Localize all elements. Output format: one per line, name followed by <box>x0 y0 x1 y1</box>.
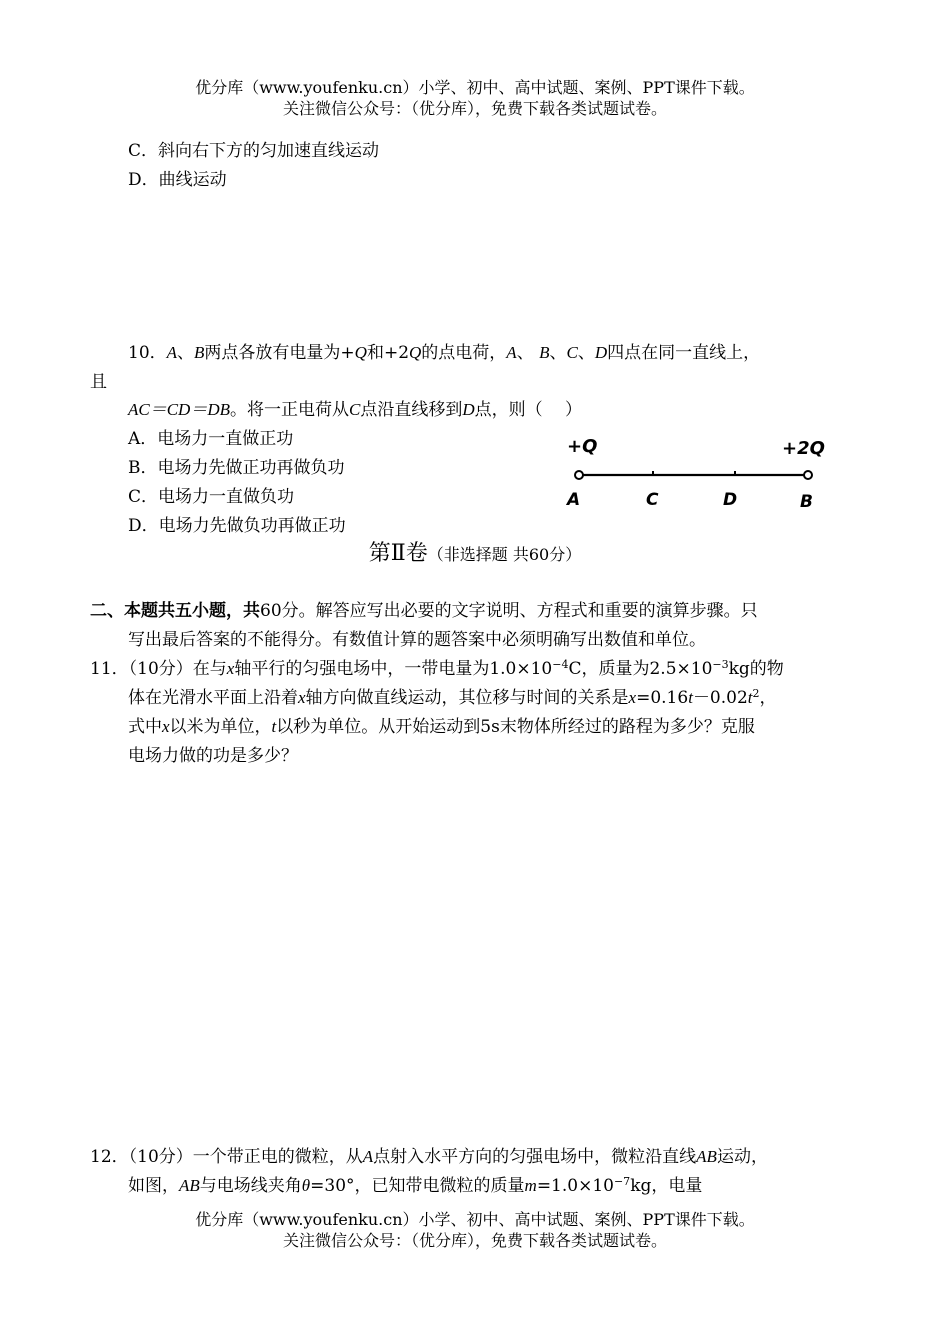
left-charge-label: +Q <box>567 436 598 457</box>
q12-var: AB <box>179 1176 200 1195</box>
section2-score: 60分 <box>260 601 299 621</box>
q11-text: =0.16 <box>636 688 689 708</box>
q10-text: 。将一正电荷从 <box>230 400 349 420</box>
q10-equation: AC＝CD＝DB <box>128 400 230 419</box>
q10-number: 10． <box>128 343 167 363</box>
footer-line-1: 优分库（www.youfenku.cn）小学、初中、高中试题、案例、PPT课件下载。 <box>195 1210 755 1229</box>
q12-number: 12． <box>90 1147 129 1167</box>
q10-text: 四点在同一直线上， <box>607 343 761 363</box>
q11-text: ， <box>759 688 777 708</box>
q10-text: 、 <box>516 343 540 363</box>
footer-line-2: 关注微信公众号：（优分库），免费下载各类试题试卷。 <box>282 1231 667 1250</box>
q10-var: Q <box>354 343 367 362</box>
q11-line-2 <box>128 683 777 708</box>
q10-figure <box>560 430 830 515</box>
q11-line-1 <box>90 654 784 679</box>
q12-var: m <box>524 1176 537 1195</box>
section2-line-1 <box>90 596 758 621</box>
q11-var: x <box>298 688 306 707</box>
q12-var: A <box>362 1147 374 1166</box>
part2-title <box>0 536 950 567</box>
section2-line-2: 写出最后答案的不能得分。有数值计算的题答案中必须明确写出数值和单位。 <box>128 630 706 650</box>
q9-option-d: D．曲线运动 <box>128 170 227 190</box>
header-line-1: 优分库（www.youfenku.cn）小学、初中、高中试题、案例、PPT课件下载。 <box>195 78 755 97</box>
section2-lead: 二、本题共五小题，共 <box>90 601 260 621</box>
q12-text: 与电场线夹角 <box>199 1176 302 1196</box>
q11-text: 以米为单位， <box>169 717 272 737</box>
q12-text: 如图， <box>128 1176 179 1196</box>
q10-var: A <box>166 343 178 362</box>
q11-exponent: −3 <box>712 658 729 671</box>
q12-exponent: −7 <box>613 1175 631 1188</box>
q10-var: D <box>462 400 475 419</box>
q11-text: 式中 <box>128 717 162 737</box>
point-b-label: B <box>800 492 813 512</box>
right-charge-label: +2Q <box>782 438 825 459</box>
q10-line-1 <box>128 338 760 363</box>
q10-option-b: B．电场力先做正功再做负功 <box>128 458 345 478</box>
q11-text: －0.02 <box>692 688 748 708</box>
q11-var: x <box>628 688 637 707</box>
q11-exponent: −4 <box>552 658 569 671</box>
q10-line-2 <box>128 395 582 420</box>
q12-text: 运动， <box>716 1147 768 1167</box>
q10-text: 两点各放有电量为+ <box>204 343 355 363</box>
q10-text: 的点电荷， <box>421 343 507 363</box>
q11-var: t <box>271 717 277 736</box>
q11-exponent: 2 <box>752 687 760 700</box>
q11-line-3 <box>128 712 755 737</box>
point-a-label: A <box>567 490 581 510</box>
q10-var: A <box>506 343 517 362</box>
q12-var: θ <box>301 1176 311 1195</box>
q11-text: 体在光滑水平面上沿着 <box>128 688 298 708</box>
q10-var: B <box>539 343 550 362</box>
q9-option-c: C．斜向右下方的匀加速直线运动 <box>128 141 380 161</box>
q11-text: kg的物 <box>728 659 784 679</box>
q11-text: 轴平行的匀强电场中，一带电量为1.0×10 <box>234 659 553 679</box>
point-a-marker <box>575 471 583 479</box>
q12-var: AB <box>696 1147 717 1166</box>
q10-text: 、 <box>177 343 195 363</box>
part2-title-main: 第Ⅱ卷 <box>368 541 428 566</box>
q10-wrap: 且 <box>90 372 107 392</box>
q10-var: B <box>194 343 205 362</box>
q10-text: 点，则（ ） <box>474 400 583 420</box>
q12-text: 点射入水平方向的匀强电场中，微粒沿直线 <box>373 1147 697 1167</box>
q10-text: 、 <box>549 343 567 363</box>
q11-line-4: 电场力做的功是多少？ <box>128 746 298 766</box>
q10-var: C <box>566 343 578 362</box>
q11-text: （10分）在与 <box>128 659 227 679</box>
q10-text: 、 <box>577 343 595 363</box>
q11-text: 以秒为单位。从开始运动到5s末物体所经过的路程为多少？克服 <box>276 717 755 737</box>
q11-text: C，质量为2.5×10 <box>568 659 713 679</box>
point-d-label: D <box>723 490 738 510</box>
header-line-2: 关注微信公众号：（优分库），免费下载各类试题试卷。 <box>282 99 667 118</box>
q12-text: （10分）一个带正电的微粒，从 <box>128 1147 363 1167</box>
q11-var: t <box>747 688 753 707</box>
q10-var: C <box>349 400 361 419</box>
q12-line-1 <box>90 1142 768 1167</box>
q11-var: x <box>226 659 235 678</box>
part2-subtitle: （非选择题 共60分） <box>427 545 582 564</box>
q12-text: =1.0×10 <box>536 1176 614 1196</box>
q11-var: t <box>688 688 693 707</box>
section2-text: 。解答应写出必要的文字说明、方程式和重要的演算步骤。只 <box>298 601 758 621</box>
q10-text: 点沿直线移到 <box>360 400 463 420</box>
q10-option-d: D．电场力先做负功再做正功 <box>128 516 346 536</box>
q11-var: x <box>162 717 170 736</box>
point-b-marker <box>804 471 812 479</box>
q12-text: kg，电量 <box>630 1176 703 1196</box>
q11-number: 11． <box>90 659 129 679</box>
point-c-label: C <box>646 490 659 510</box>
q11-text: 轴方向做直线运动，其位移与时间的关系是 <box>305 688 629 708</box>
q10-option-c: C．电场力一直做负功 <box>128 487 295 507</box>
q12-line-2 <box>128 1171 702 1196</box>
q10-option-a: A．电场力一直做正功 <box>128 429 294 449</box>
q10-var: Q <box>409 343 422 362</box>
q10-var: D <box>594 343 608 362</box>
q10-text: 和+2 <box>366 343 410 363</box>
q12-text: =30°，已知带电微粒的质量 <box>310 1176 525 1196</box>
